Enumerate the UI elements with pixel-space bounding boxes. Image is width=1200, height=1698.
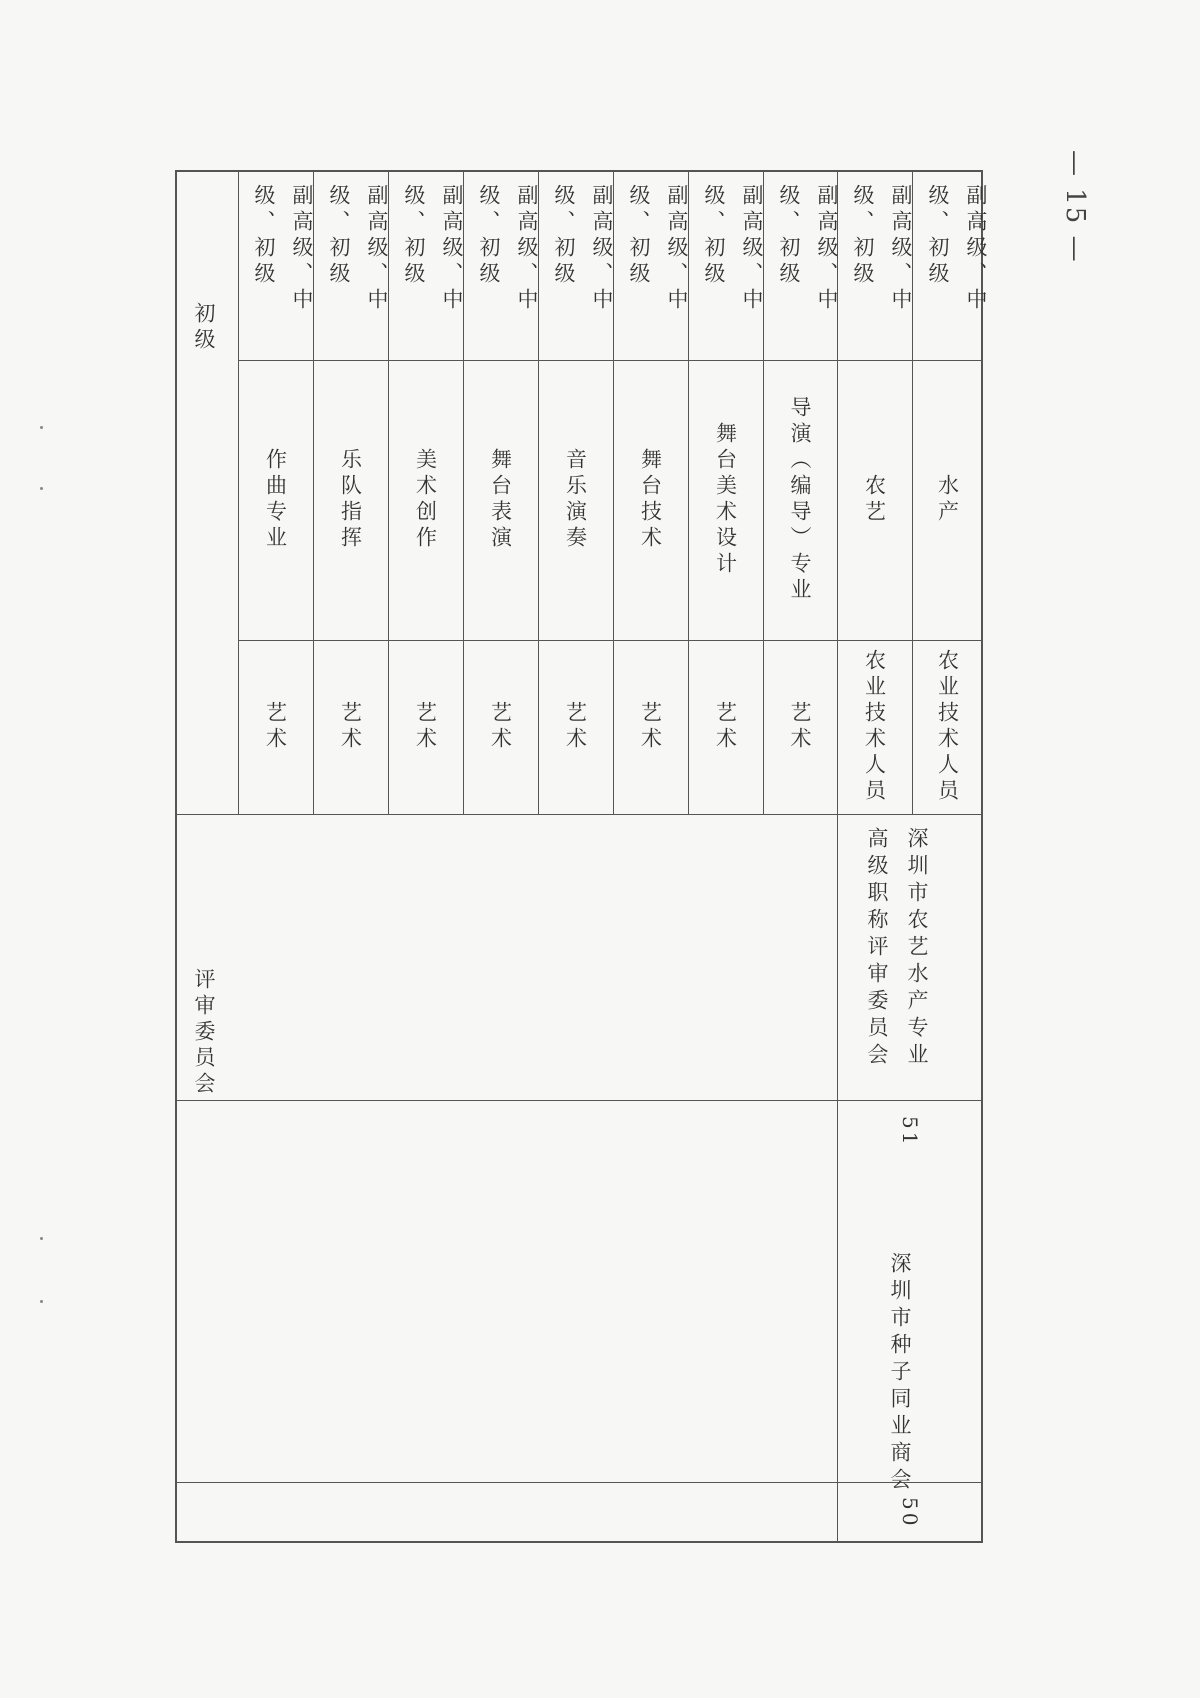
level-cell: 副高级、中级、初级 — [552, 184, 614, 314]
specialty-cell: 乐队指挥 — [338, 448, 363, 552]
specialty-cell: 美术创作 — [413, 448, 438, 552]
row-number-cell: 51 — [898, 1116, 922, 1148]
specialty-cell: 水产 — [935, 474, 960, 526]
continued-committee-cell: 评审委员会 — [192, 968, 216, 1098]
level-cell: 副高级、中级、初级 — [702, 184, 764, 314]
category-cell: 农业技术人员 — [862, 649, 887, 805]
specialty-cell: 舞台技术 — [638, 448, 663, 552]
level-cell: 副高级、中级、初级 — [627, 184, 689, 314]
scan-speck — [40, 487, 43, 490]
category-cell: 艺术 — [638, 701, 663, 753]
rotated-table — [175, 170, 988, 1543]
level-cell: 副高级、中级、初级 — [402, 184, 464, 314]
committee-cell: 深圳市农艺水产专业高级职称评审委员会 — [865, 827, 929, 1070]
row-number-cell: 50 — [898, 1496, 922, 1529]
specialty-cell: 舞台表演 — [488, 448, 513, 552]
level-cell: 副高级、中级、初级 — [252, 184, 314, 314]
level-cell: 副高级、中级、初级 — [327, 184, 389, 314]
category-cell: 艺术 — [488, 701, 513, 753]
page-number: — 15 — — [1060, 150, 1090, 264]
specialty-cell: 音乐演奏 — [563, 448, 588, 552]
scan-speck — [40, 1237, 43, 1240]
category-cell: 艺术 — [713, 701, 738, 753]
scan-speck — [40, 1300, 43, 1303]
specialty-cell: 作曲专业 — [263, 448, 288, 552]
specialty-cell: 舞台美术设计 — [713, 422, 738, 578]
specialty-cell: 导演（编导）专业 — [788, 396, 812, 604]
category-cell: 艺术 — [338, 701, 363, 753]
category-cell: 艺术 — [413, 701, 438, 753]
level-cell: 副高级、中级、初级 — [926, 184, 988, 314]
level-cell: 副高级、中级、初级 — [777, 184, 839, 314]
category-cell: 艺术 — [563, 701, 588, 753]
level-cell: 副高级、中级、初级 — [851, 184, 913, 314]
grid-line — [177, 814, 983, 815]
level-cell: 副高级、中级、初级 — [477, 184, 539, 314]
category-cell: 艺术 — [263, 701, 288, 753]
category-cell: 农业技术人员 — [935, 649, 960, 805]
specialty-cell: 农艺 — [862, 474, 887, 526]
category-cell: 艺术 — [788, 701, 812, 753]
committee-cell: 深圳市种子同业商会 — [888, 1252, 912, 1495]
scan-speck — [40, 426, 43, 429]
continued-level-cell: 初级 — [192, 302, 216, 354]
